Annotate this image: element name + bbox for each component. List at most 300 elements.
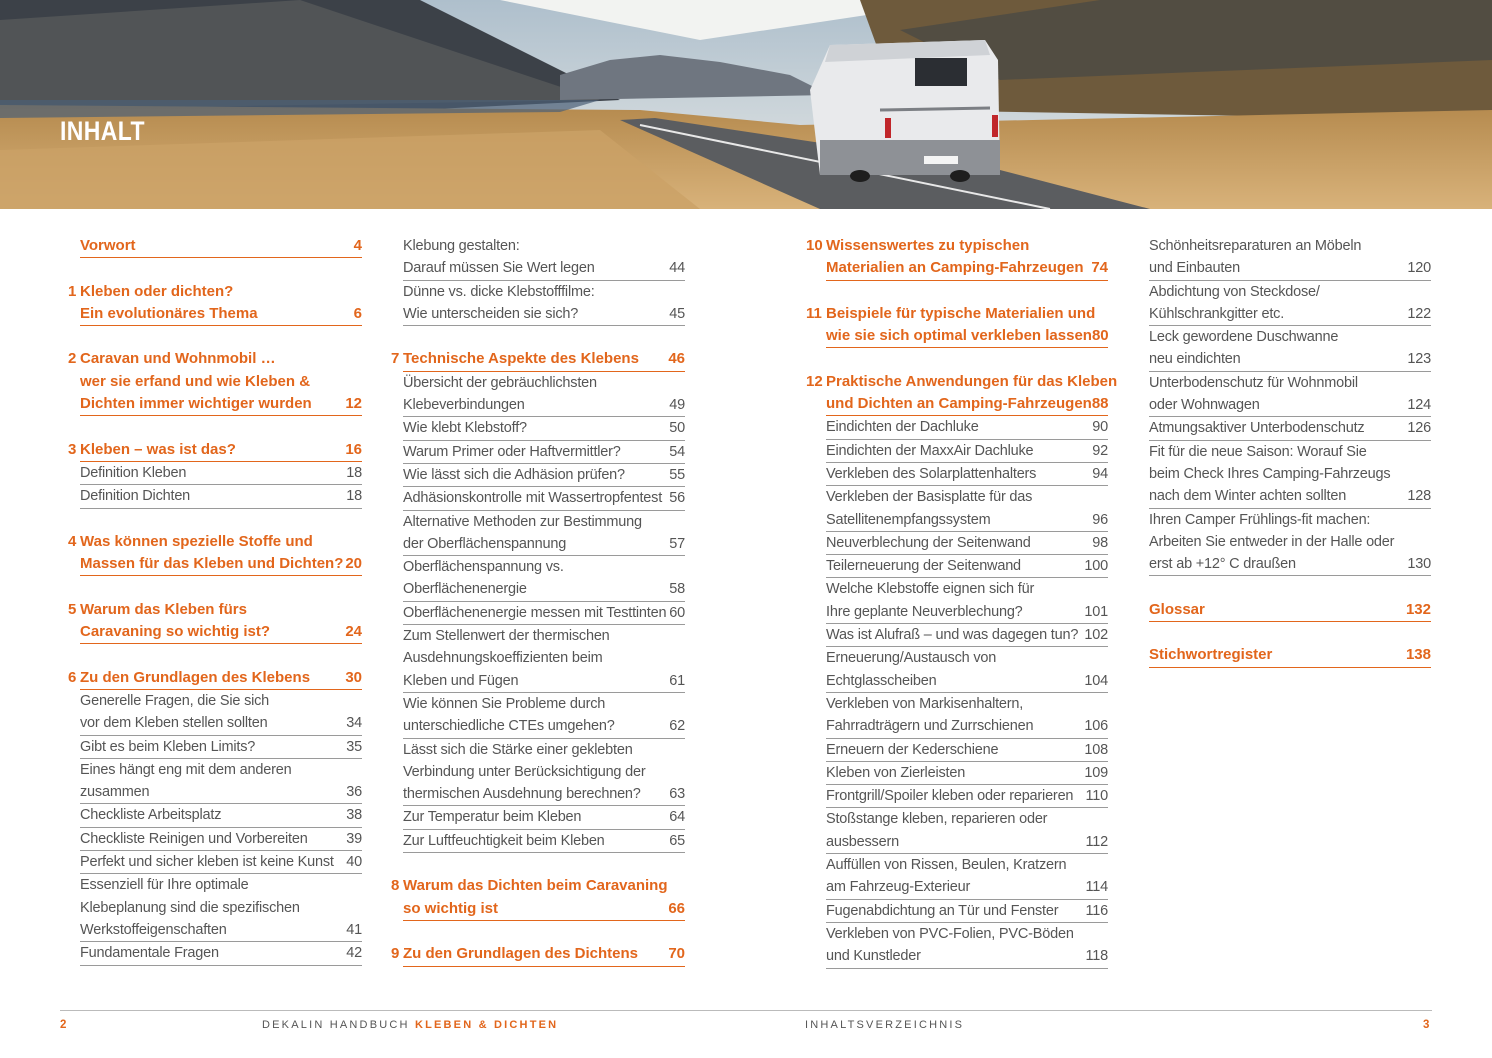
toc-subentry[interactable]	[80, 804, 362, 827]
toc-subentry[interactable]	[80, 485, 362, 508]
entry-title-line: Checkliste Arbeitsplatz	[80, 807, 222, 824]
entry-title-line: Checkliste Reinigen und Vorbereiten	[80, 830, 308, 847]
entry-page-number: 61	[669, 672, 685, 689]
entry-title-line: Fundamentale Fragen	[80, 945, 219, 962]
entry-page-number: 112	[1085, 833, 1108, 850]
entry-last-line	[80, 462, 362, 485]
entry-title-line: Wissenswertes zu typischen	[826, 237, 1030, 254]
entry-title-line: Klebeplanung sind die spezifischen	[80, 899, 300, 916]
spacer	[403, 921, 685, 943]
entry-title-line: Schönheitsreparaturen an Möbeln	[1149, 238, 1362, 254]
entry-last-line	[80, 667, 362, 690]
toc-subentry[interactable]	[826, 808, 1108, 854]
entry-last-line	[826, 945, 1108, 968]
entry-page-number: 128	[1407, 488, 1431, 505]
entry-page-number: 92	[1092, 442, 1108, 459]
entry-last-line	[403, 441, 685, 464]
hero-image	[0, 0, 1492, 209]
entry-title-line: Oberflächenspannung vs.	[403, 559, 564, 576]
entry-page-number: 138	[1405, 646, 1431, 664]
toc-subentry[interactable]	[80, 462, 362, 485]
chapter-number: 4	[68, 532, 77, 550]
landscape-illustration	[0, 0, 1492, 209]
entry-title-line: Verkleben von PVC-Folien, PVC-Böden	[826, 925, 1074, 942]
entry-title-line: Kleben oder dichten?	[80, 282, 234, 300]
entry-page-number: 54	[669, 443, 685, 460]
toc-subentry[interactable]	[826, 578, 1108, 624]
entry-title-line: Warum das Dichten beim Caravaning	[403, 877, 668, 895]
entry-last-line	[403, 830, 685, 853]
entry-page-number: 62	[669, 718, 685, 735]
entry-title-line: Wie unterscheiden sie sich?	[403, 305, 579, 322]
entry-title-line: Zu den Grundlagen des Klebens	[80, 668, 311, 686]
entry-title-line: Dichten immer wichtiger wurden	[80, 395, 312, 413]
entry-last-line	[1149, 257, 1431, 280]
entry-title-line: Was ist Alufraß – und was dagegen tun?	[826, 627, 1079, 644]
entry-page-number: 44	[669, 260, 685, 277]
entry-title-line: Stichwortregister	[1149, 646, 1273, 664]
entry-last-line	[403, 670, 685, 693]
entry-title-line: und Kunstleder	[826, 948, 921, 965]
entry-title-line: Zu den Grundlagen des Dichtens	[403, 945, 639, 963]
entry-title-line: Ein evolutionäres Thema	[80, 304, 258, 322]
entry-last-line	[826, 416, 1108, 439]
entry-title-line: Darauf müssen Sie Wert legen	[403, 260, 595, 277]
entry-last-line	[1149, 394, 1431, 417]
entry-page-number: 65	[669, 832, 685, 849]
spacer	[826, 281, 1108, 303]
toc-subentry[interactable]	[403, 417, 685, 440]
entry-title-line: Caravan und Wohnmobil …	[80, 350, 276, 368]
entry-title-line: Oberflächenenergie messen mit Testtinten	[403, 604, 667, 621]
toc-chapter-entry[interactable]	[806, 371, 1118, 417]
entry-last-line	[403, 715, 685, 738]
entry-title-line: Zum Stellenwert der thermischen	[403, 628, 610, 645]
entry-page-number: 74	[1091, 259, 1108, 277]
entry-last-line	[826, 509, 1108, 532]
entry-last-line	[826, 257, 1108, 280]
toc-subentry[interactable]	[826, 739, 1108, 762]
spacer	[1149, 576, 1431, 598]
toc-subentry[interactable]	[80, 690, 362, 736]
spacer	[403, 326, 685, 348]
entry-title-line: Neuverblechung der Seitenwand	[826, 534, 1031, 551]
toc-subentry[interactable]	[1149, 235, 1431, 281]
toc-subentry[interactable]	[826, 762, 1108, 785]
entry-title-line: Atmungsaktiver Unterbodenschutz	[1149, 420, 1365, 437]
toc-subentry[interactable]	[1149, 509, 1431, 577]
entry-title-line: Fugenabdichtung an Tür und Fenster	[826, 902, 1059, 919]
entry-title-line: Verbindung unter Berücksichtigung der	[403, 763, 646, 780]
entry-last-line	[826, 900, 1108, 923]
entry-title-line: Kleben – was ist das?	[80, 440, 236, 458]
entry-page-number: 110	[1085, 788, 1108, 805]
entry-title-line: Alternative Methoden zur Bestimmung	[403, 513, 642, 530]
toc-chapter-entry[interactable]	[68, 599, 362, 645]
toc-subentry[interactable]	[1149, 417, 1431, 440]
toc-subentry[interactable]	[826, 555, 1108, 578]
entry-last-line	[826, 532, 1108, 555]
entry-title-line: Dünne vs. dicke Klebstofffilme:	[403, 283, 595, 300]
entry-title-line: Ihren Camper Frühlings-fit machen:	[1149, 511, 1371, 528]
entry-last-line	[80, 942, 362, 965]
toc-subentry[interactable]	[80, 851, 362, 874]
entry-last-line	[1149, 417, 1431, 440]
entry-title-line: Adhäsionskontrolle mit Wassertropfentest	[403, 490, 663, 507]
entry-page-number: 20	[345, 555, 362, 573]
toc-subentry[interactable]	[80, 759, 362, 805]
entry-title-line: Eindichten der MaxxAir Dachluke	[826, 442, 1034, 459]
toc-subentry[interactable]	[403, 441, 685, 464]
entry-title-line: Frontgrill/Spoiler kleben oder reparieren	[826, 788, 1074, 805]
entry-page-number: 100	[1084, 558, 1108, 575]
entry-last-line	[403, 394, 685, 417]
entry-page-number: 63	[669, 786, 685, 803]
entry-title-line: Echtglasscheiben	[826, 672, 937, 689]
entry-title-line: Beispiele für typische Materialien und	[826, 304, 1096, 322]
toc-subentry[interactable]	[403, 464, 685, 487]
entry-title-line: Caravaning so wichtig ist?	[80, 623, 271, 641]
entry-title-line: Fit für die neue Saison: Worauf Sie	[1149, 443, 1367, 460]
entry-page-number: 39	[346, 830, 362, 847]
spacer	[80, 509, 362, 531]
spacer	[80, 326, 362, 348]
entry-title-line: Wie können Sie Probleme durch	[403, 695, 606, 712]
entry-last-line	[826, 601, 1108, 624]
entry-last-line	[80, 303, 362, 326]
entry-last-line	[1149, 599, 1431, 622]
toc-chapter-entry[interactable]	[1149, 644, 1431, 667]
chapter-number: 8	[391, 877, 400, 895]
toc-chapter-entry[interactable]	[391, 943, 685, 966]
entry-page-number: 36	[346, 784, 362, 801]
entry-last-line	[403, 602, 685, 625]
entry-title-line: oder Wohnwagen	[1149, 397, 1260, 414]
entry-title-line: Definition Kleben	[80, 464, 187, 481]
entry-page-number: 90	[1092, 419, 1108, 436]
toc-subentry[interactable]	[826, 693, 1108, 739]
entry-last-line	[403, 578, 685, 601]
entry-title-line: Verkleben des Solarplattenhalters	[826, 465, 1037, 482]
entry-title-line: wer sie erfand und wie Kleben &	[80, 372, 311, 390]
entry-last-line	[1149, 348, 1431, 371]
entry-last-line	[403, 303, 685, 326]
entry-last-line	[1149, 303, 1431, 326]
toc-subentry[interactable]	[1149, 326, 1431, 372]
page-number-left: 2	[60, 1019, 67, 1031]
entry-last-line	[80, 553, 362, 576]
entry-title-line: und Einbauten	[1149, 260, 1240, 277]
toc-subentry[interactable]	[403, 372, 685, 418]
entry-last-line	[826, 785, 1108, 808]
entry-title-line: Kleben und Fügen	[403, 672, 519, 689]
entry-page-number: 16	[345, 440, 362, 458]
spacer	[80, 416, 362, 438]
toc-column-3	[806, 235, 1118, 969]
entry-last-line	[403, 533, 685, 556]
entry-page-number: 50	[669, 420, 685, 437]
toc-chapter-entry[interactable]	[68, 531, 362, 577]
toc-subentry[interactable]	[403, 487, 685, 510]
entry-page-number: 18	[346, 488, 362, 505]
entry-page-number: 55	[669, 466, 685, 483]
entry-last-line	[80, 621, 362, 644]
entry-page-number: 41	[346, 921, 362, 938]
entry-last-line	[826, 624, 1108, 647]
entry-page-number: 124	[1407, 397, 1431, 414]
toc-chapter-entry[interactable]	[806, 235, 1108, 281]
entry-page-number: 122	[1407, 305, 1431, 322]
chapter-number: 1	[68, 282, 77, 300]
toc-subentry[interactable]	[826, 785, 1108, 808]
entry-title-line: Leck gewordene Duschwanne	[1149, 329, 1339, 346]
entry-title-line: so wichtig ist	[403, 899, 499, 917]
toc-chapter-entry[interactable]	[68, 439, 362, 462]
chapter-number: 2	[68, 350, 77, 368]
chapter-number: 7	[391, 350, 400, 368]
entry-page-number: 4	[353, 237, 362, 254]
entry-title-line: Verkleben der Basisplatte für das	[826, 489, 1033, 506]
entry-title-line: Was können spezielle Stoffe und	[80, 532, 313, 550]
entry-page-number: 104	[1084, 672, 1108, 689]
entry-title-line: Lässt sich die Stärke einer geklebten	[403, 741, 633, 758]
spacer	[80, 258, 362, 280]
entry-page-number: 118	[1085, 948, 1108, 965]
entry-title-line: nach dem Winter achten sollten	[1149, 488, 1347, 505]
toc-column-1	[68, 235, 362, 966]
toc-subentry[interactable]	[826, 923, 1108, 969]
toc-subentry[interactable]	[826, 624, 1108, 647]
entry-title-line: Erneuerung/Austausch von	[826, 650, 997, 667]
entry-last-line	[80, 851, 362, 874]
toc-subentry[interactable]	[403, 281, 685, 327]
toc-subentry[interactable]	[403, 235, 685, 281]
entry-title-line: Praktische Anwendungen für das Kleben	[826, 372, 1118, 390]
entry-page-number: 116	[1085, 902, 1108, 919]
entry-title-line: Perfekt und sicher kleben ist keine Kunst	[80, 854, 334, 871]
entry-title-line: Teilerneuerung der Seitenwand	[826, 558, 1021, 575]
toc-subentry[interactable]	[403, 830, 685, 853]
toc-subentry[interactable]	[826, 532, 1108, 555]
entry-last-line	[826, 715, 1108, 738]
entry-title-line: Kühlschrankgitter etc.	[1149, 305, 1285, 322]
entry-last-line	[403, 257, 685, 280]
entry-title-line: Warum Primer oder Haftvermittler?	[403, 443, 621, 460]
entry-title-line: Stoßstange kleben, reparieren oder	[826, 811, 1048, 828]
entry-page-number: 57	[669, 535, 685, 552]
entry-title-line: Zur Luftfeuchtigkeit beim Kleben	[403, 832, 605, 849]
toc-subentry[interactable]	[80, 942, 362, 965]
entry-page-number: 42	[346, 945, 362, 962]
chapter-number: 6	[68, 668, 77, 686]
entry-page-number: 58	[669, 581, 685, 598]
entry-page-number: 49	[669, 397, 685, 414]
toc-subentry[interactable]	[80, 736, 362, 759]
entry-title-line: Fahrradträgern und Zurrschienen	[826, 718, 1034, 735]
entry-page-number: 64	[669, 809, 685, 826]
toc-subentry[interactable]	[826, 900, 1108, 923]
entry-last-line	[80, 919, 362, 942]
entry-title-line: Technische Aspekte des Klebens	[403, 350, 639, 368]
toc-subentry[interactable]	[826, 486, 1108, 532]
chapter-number: 3	[68, 440, 77, 458]
entry-title-line: Massen für das Kleben und Dichten?	[80, 555, 344, 573]
page-title: INHALT	[60, 116, 145, 146]
entry-title-line: Eindichten der Dachluke	[826, 419, 979, 436]
entry-title-line: zusammen	[80, 784, 150, 801]
entry-last-line	[403, 943, 685, 966]
toc-subentry[interactable]	[403, 556, 685, 602]
entry-title-line: Unterbodenschutz für Wohnmobil	[1149, 374, 1358, 391]
toc-subentry[interactable]	[826, 647, 1108, 693]
entry-title-line: Arbeiten Sie entweder in der Halle oder	[1149, 533, 1395, 550]
toc-subentry[interactable]	[826, 854, 1108, 900]
entry-title-line: Welche Klebstoffe eignen sich für	[826, 581, 1035, 598]
entry-page-number: 126	[1407, 420, 1431, 437]
entry-title-line: Wie lässt sich die Adhäsion prüfen?	[403, 466, 625, 483]
entry-page-number: 34	[346, 715, 362, 732]
toc-subentry[interactable]	[1149, 281, 1431, 327]
entry-title-line: Ausdehnungskoeffizienten beim	[403, 650, 603, 667]
entry-page-number: 40	[346, 854, 362, 871]
entry-last-line	[403, 487, 685, 510]
book-title: DEKALIN HANDBUCH	[262, 1019, 410, 1031]
footer-divider	[60, 1010, 1432, 1011]
entry-title-line: neu eindichten	[1149, 351, 1241, 368]
entry-last-line	[80, 804, 362, 827]
toc-subentry[interactable]	[1149, 441, 1431, 509]
entry-title-line: Werkstoffeigenschaften	[80, 921, 227, 938]
entry-last-line	[826, 393, 1108, 416]
entry-page-number: 96	[1092, 511, 1108, 528]
spacer	[80, 576, 362, 598]
entry-title-line: Abdichtung von Steckdose/	[1149, 283, 1320, 300]
entry-last-line	[403, 783, 685, 806]
entry-title-line: Warum das Kleben fürs	[80, 600, 247, 618]
entry-title-line: Verkleben von Markisenhaltern,	[826, 695, 1024, 712]
entry-last-line	[826, 739, 1108, 762]
chapter-number: 9	[391, 945, 400, 963]
entry-last-line	[826, 876, 1108, 899]
book-title-accent: KLEBEN & DICHTEN	[414, 1019, 559, 1031]
entry-last-line	[826, 440, 1108, 463]
entry-last-line	[1149, 553, 1431, 576]
toc-subentry[interactable]	[403, 739, 685, 807]
toc-chapter-entry[interactable]	[68, 667, 362, 690]
spacer	[403, 853, 685, 875]
entry-title-line: vor dem Kleben stellen sollten	[80, 715, 268, 732]
running-title	[262, 1019, 558, 1031]
entry-title-line: beim Check Ihres Camping-Fahrzeugs	[1149, 465, 1391, 482]
entry-last-line	[80, 393, 362, 416]
entry-page-number: 106	[1084, 718, 1108, 735]
entry-page-number: 6	[353, 304, 362, 322]
entry-last-line	[80, 736, 362, 759]
entry-title-line: Ihre geplante Neuverblechung?	[826, 603, 1023, 620]
entry-title-line: Oberflächenenergie	[403, 581, 527, 598]
entry-page-number: 120	[1407, 260, 1431, 277]
entry-page-number: 60	[669, 604, 685, 621]
entry-title-line: Wie klebt Klebstoff?	[403, 420, 527, 437]
toc-column-2	[391, 235, 685, 967]
entry-page-number: 70	[668, 945, 685, 963]
entry-page-number: 109	[1084, 764, 1108, 781]
toc-subentry[interactable]	[403, 693, 685, 739]
entry-page-number: 45	[669, 305, 685, 322]
entry-title-line: der Oberflächenspannung	[403, 535, 567, 552]
entry-title-line: Materialien an Camping-Fahrzeugen	[826, 259, 1084, 277]
entry-page-number: 24	[345, 623, 362, 641]
toc-column-4	[1149, 235, 1431, 668]
toc-chapter-entry[interactable]	[80, 235, 362, 258]
entry-page-number: 98	[1092, 534, 1108, 551]
toc-subentry[interactable]	[403, 511, 685, 557]
entry-title-line: Eines hängt eng mit dem anderen	[80, 761, 292, 778]
toc-subentry[interactable]	[1149, 372, 1431, 418]
toc-subentry[interactable]	[403, 602, 685, 625]
toc-subentry[interactable]	[403, 806, 685, 829]
entry-last-line	[80, 439, 362, 462]
section-name: INHALTSVERZEICHNIS	[805, 1019, 965, 1031]
chapter-number: 12	[806, 372, 823, 390]
entry-title-line: Vorwort	[80, 237, 136, 254]
entry-last-line	[80, 485, 362, 508]
toc-subentry[interactable]	[826, 440, 1108, 463]
entry-last-line	[403, 898, 685, 921]
entry-last-line	[826, 325, 1108, 348]
spacer	[826, 348, 1108, 370]
entry-title-line: ausbessern	[826, 833, 899, 850]
entry-last-line	[80, 828, 362, 851]
entry-last-line	[403, 806, 685, 829]
entry-title-line: unterschiedliche CTEs umgehen?	[403, 718, 615, 735]
entry-page-number: 108	[1084, 741, 1108, 758]
entry-page-number: 38	[346, 807, 362, 824]
entry-title-line: Glossar	[1149, 600, 1205, 618]
entry-last-line	[80, 712, 362, 735]
toc-chapter-entry[interactable]	[68, 348, 362, 416]
toc-chapter-entry[interactable]	[391, 875, 685, 921]
entry-last-line	[826, 463, 1108, 486]
entry-page-number: 101	[1084, 603, 1108, 620]
entry-page-number: 88	[1091, 395, 1109, 413]
entry-last-line	[80, 235, 362, 258]
entry-last-line	[80, 781, 362, 804]
toc-subentry[interactable]	[826, 463, 1108, 486]
entry-title-line: Essenziell für Ihre optimale	[80, 877, 249, 894]
toc-chapter-entry[interactable]	[391, 348, 685, 371]
toc-chapter-entry[interactable]	[806, 303, 1109, 349]
entry-page-number: 30	[345, 668, 362, 686]
entry-last-line	[826, 831, 1108, 854]
toc-subentry[interactable]	[403, 625, 685, 693]
toc-subentry[interactable]	[80, 874, 362, 942]
entry-page-number: 123	[1407, 351, 1431, 368]
entry-page-number: 35	[346, 738, 362, 755]
entry-title-line: Gibt es beim Kleben Limits?	[80, 738, 256, 755]
entry-title-line: erst ab +12° C draußen	[1149, 556, 1296, 573]
toc-subentry[interactable]	[80, 828, 362, 851]
toc-chapter-entry[interactable]	[68, 281, 362, 327]
entry-title-line: Erneuern der Kederschiene	[826, 741, 999, 758]
entry-title-line: Auffüllen von Rissen, Beulen, Kratzern	[826, 857, 1067, 874]
toc-chapter-entry[interactable]	[1149, 599, 1431, 622]
entry-title-line: Übersicht der gebräuchlichsten	[403, 374, 597, 391]
entry-page-number: 66	[668, 899, 685, 917]
toc-subentry[interactable]	[826, 416, 1108, 439]
entry-last-line	[826, 762, 1108, 785]
spacer	[80, 644, 362, 666]
